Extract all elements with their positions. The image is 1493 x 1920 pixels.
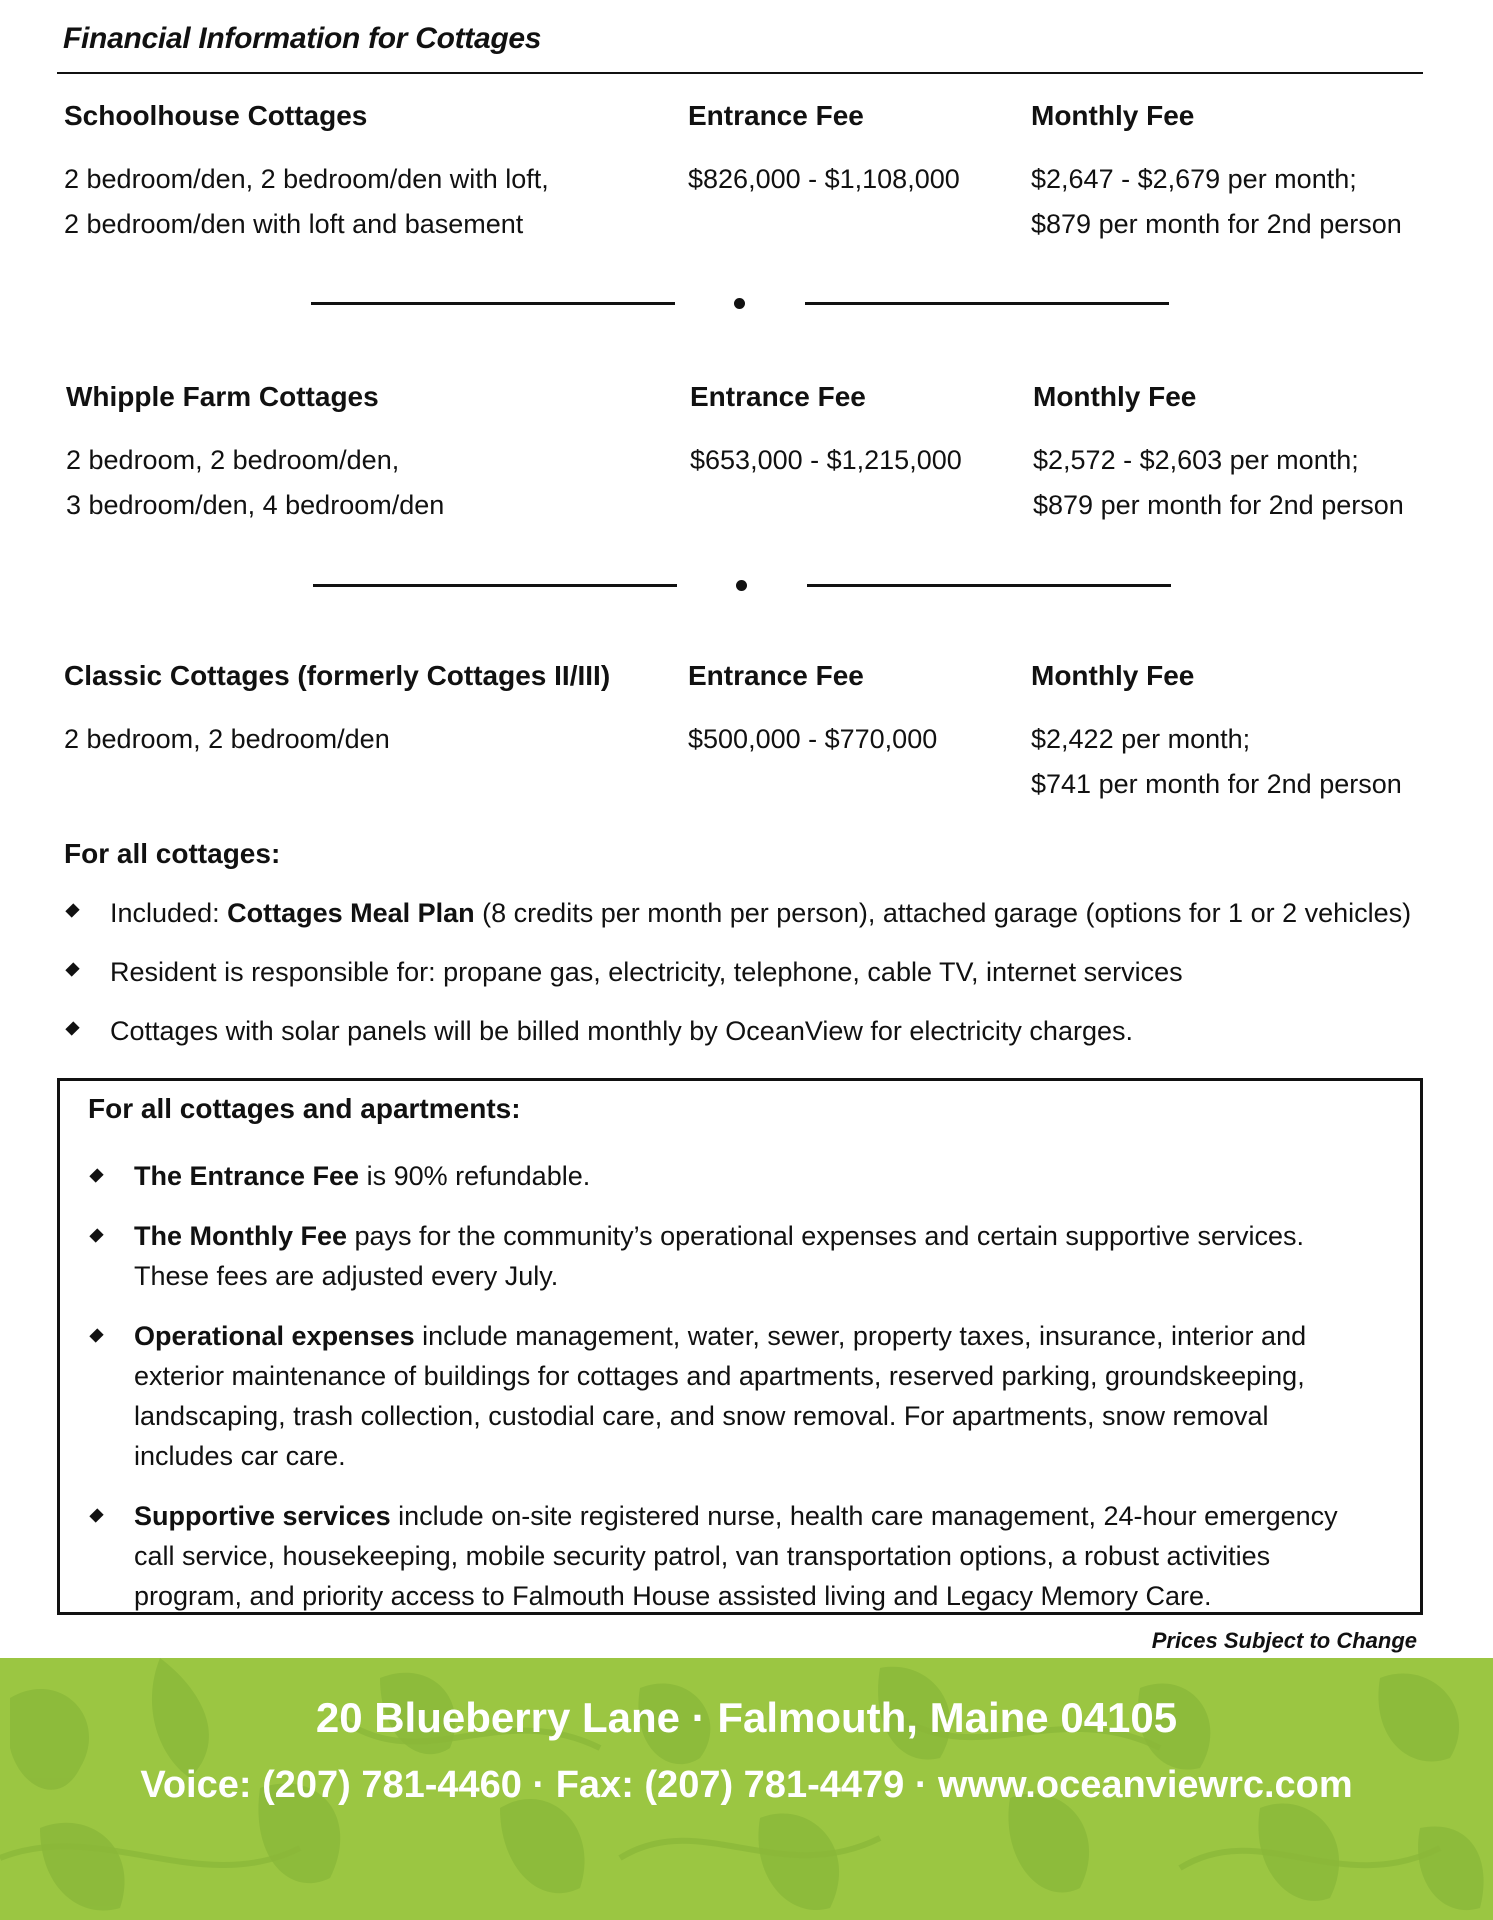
cottage-type-heading: Classic Cottages (formerly Cottages II/III) (64, 660, 611, 691)
item-paragraph (134, 1221, 1304, 1291)
diamond-bullet-icon (89, 1168, 103, 1182)
item-paragraph (134, 1161, 590, 1191)
list-item (64, 896, 1464, 930)
list-item (88, 1316, 1388, 1476)
entrance-fee-range: $500,000 - $770,000 (688, 724, 938, 754)
entrance-fee-value (688, 717, 937, 762)
unit-types-line: 3 bedroom/den, 4 bedroom/den (66, 490, 445, 520)
item-bold-text: Supportive services (134, 1501, 391, 1531)
diamond-bullet-icon (65, 1021, 79, 1035)
divider-dot (734, 298, 745, 309)
cottage-type-heading: Whipple Farm Cottages (66, 381, 379, 412)
list-item (88, 1156, 1388, 1196)
item-text: (8 credits per month per person), attached garage (options for 1 or 2 vehicles) (474, 898, 1412, 928)
list-item (88, 1216, 1388, 1296)
unit-types-line: 2 bedroom/den, 2 bedroom/den with loft, (64, 164, 549, 194)
item-text: pays for the community’s operational expenses and certain supportive services. These fees are adjusted every July. (134, 1221, 1305, 1291)
entrance-fee-column (690, 380, 962, 483)
page-title: Financial Information for Cottages (63, 22, 542, 55)
item-bold-text: The Monthly Fee (134, 1221, 348, 1251)
entrance-fee-range: $653,000 - $1,215,000 (690, 445, 962, 475)
item-bold-text: The Entrance Fee (134, 1161, 360, 1191)
cottage-type-column (66, 380, 444, 528)
item-bold-text: Operational expenses (134, 1321, 415, 1351)
divider-line (805, 302, 1169, 305)
diamond-bullet-icon (89, 1228, 103, 1242)
divider-line (311, 302, 675, 305)
entrance-fee-value (688, 157, 960, 202)
unit-types-line: 2 bedroom/den with loft and basement (64, 209, 524, 239)
unit-types (64, 717, 610, 762)
monthly-fee-column (1031, 659, 1402, 807)
item-text: Resident is responsible for: propane gas, electricity, telephone, cable TV, internet services (110, 957, 1183, 987)
monthly-fee-value (1033, 438, 1404, 528)
list-item (64, 1014, 1464, 1048)
entrance-fee-column (688, 659, 937, 762)
item-text: include management, water, sewer, property taxes, insurance, interior and exterior maintenance of buildings for cottages and apartments, reserved parking, groundskeeping, landscaping, trash collection, custodial care, and snow removal. For apartments, snow removal includes car care. (134, 1321, 1307, 1471)
item-text: is 90% refundable. (359, 1161, 591, 1191)
monthly-fee-value (1031, 157, 1402, 247)
all-cottages-list (64, 896, 1464, 1073)
cottage-type-column (64, 99, 549, 247)
monthly-fee-heading: Monthly Fee (1031, 100, 1195, 131)
cottages-apartments-box (57, 1078, 1423, 1615)
unit-types (66, 438, 444, 528)
monthly-fee-line: $741 per month for 2nd person (1031, 769, 1402, 799)
divider-line (313, 584, 677, 587)
monthly-fee-heading: Monthly Fee (1031, 660, 1195, 691)
diamond-bullet-icon (65, 903, 79, 917)
footer-contact: Voice: (207) 781-4460 · Fax: (207) 781-4479 · www.oceanviewrc.com (140, 1764, 1353, 1806)
unit-types-line: 2 bedroom, 2 bedroom/den, (66, 445, 400, 475)
diamond-bullet-icon (65, 962, 79, 976)
monthly-fee-column (1031, 99, 1402, 247)
list-item (88, 1496, 1388, 1616)
cottage-type-heading: Schoolhouse Cottages (64, 100, 368, 131)
entrance-fee-value (690, 438, 962, 483)
item-bold-text: Cottages Meal Plan (227, 898, 475, 928)
section-divider (2, 580, 1493, 592)
footer-address: 20 Blueberry Lane · Falmouth, Maine 04105 (315, 1694, 1178, 1741)
list-item (64, 955, 1464, 989)
unit-types-line: 2 bedroom, 2 bedroom/den (64, 724, 390, 754)
item-paragraph (134, 1321, 1306, 1471)
entrance-fee-heading: Entrance Fee (690, 381, 866, 412)
diamond-bullet-icon (89, 1328, 103, 1342)
box-list (88, 1156, 1388, 1636)
entrance-fee-range: $826,000 - $1,108,000 (688, 164, 960, 194)
monthly-fee-line: $2,572 - $2,603 per month; (1033, 445, 1359, 475)
item-prefix: Included: (110, 898, 228, 928)
item-text: include on-site registered nurse, health care management, 24-hour emergency call service, housekeeping, mobile security patrol, van transportation options, a robust activities program, and priority access to Falmouth House assisted living and Legacy Memory Care. (134, 1501, 1338, 1611)
monthly-fee-value (1031, 717, 1402, 807)
box-heading: For all cottages and apartments: (88, 1093, 521, 1124)
title-rule (57, 72, 1423, 74)
section-divider (0, 298, 1493, 310)
footer-banner (0, 1658, 1493, 1920)
prices-disclaimer: Prices Subject to Change (1151, 1628, 1417, 1653)
entrance-fee-heading: Entrance Fee (688, 100, 864, 131)
diamond-bullet-icon (89, 1508, 103, 1522)
all-cottages-heading: For all cottages: (64, 838, 281, 869)
entrance-fee-column (688, 99, 960, 202)
monthly-fee-column (1033, 380, 1404, 528)
item-text: Cottages with solar panels will be billed monthly by OceanView for electricity charges. (110, 1016, 1133, 1046)
monthly-fee-line: $879 per month for 2nd person (1031, 209, 1402, 239)
cottage-type-column (64, 659, 610, 762)
unit-types (64, 157, 549, 247)
divider-line (807, 584, 1171, 587)
monthly-fee-heading: Monthly Fee (1033, 381, 1197, 412)
divider-dot (736, 580, 747, 591)
monthly-fee-line: $2,422 per month; (1031, 724, 1251, 754)
item-paragraph (134, 1501, 1338, 1611)
entrance-fee-heading: Entrance Fee (688, 660, 864, 691)
monthly-fee-line: $879 per month for 2nd person (1033, 490, 1404, 520)
monthly-fee-line: $2,647 - $2,679 per month; (1031, 164, 1357, 194)
